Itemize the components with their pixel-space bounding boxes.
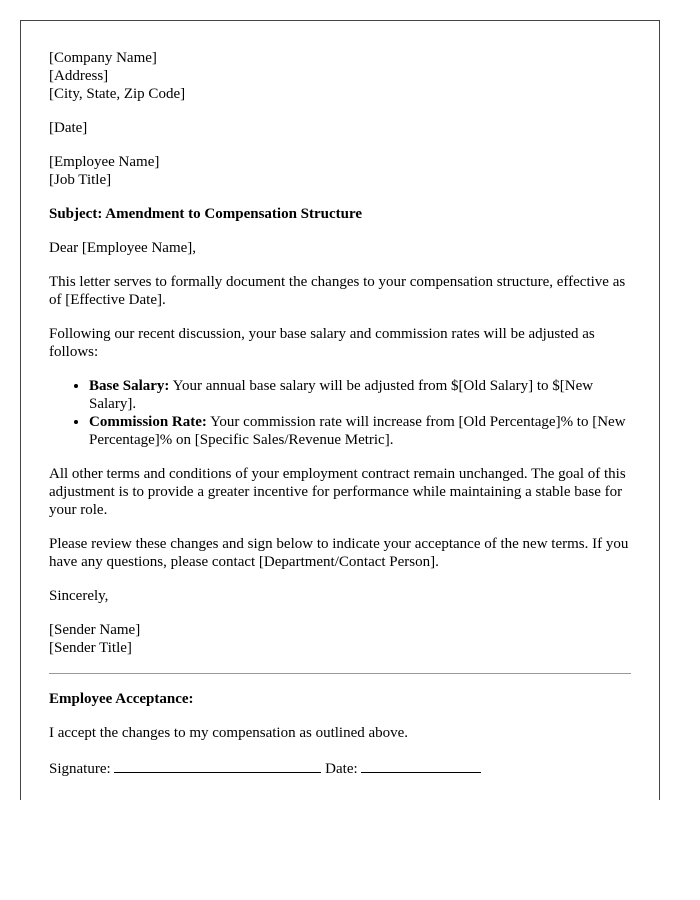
following-paragraph: Following our recent discussion, your base salary and commission rates will be adjusted as follows:: [49, 326, 595, 360]
letter-page: [20, 20, 660, 800]
change-text: Your commission rate will increase from [Old Percentage]% to [New Percentage]% on [Specific Sales/Revenue Metric].: [89, 414, 626, 448]
acceptance-title: Employee Acceptance:: [49, 691, 194, 707]
company-name: [Company Name]: [49, 50, 157, 66]
list-item: [89, 377, 631, 413]
closing: Sincerely,: [49, 588, 109, 604]
signature-line[interactable]: [114, 758, 321, 773]
recipient-block: [49, 153, 631, 189]
change-term: Commission Rate:: [89, 414, 207, 430]
signer-name: [Sender Name]: [49, 622, 141, 638]
intro-paragraph: This letter serves to formally document the changes to your compensation structure, effective as of [Effective Date].: [49, 274, 626, 308]
changes-list: [49, 377, 631, 449]
signature-row: [49, 758, 631, 778]
list-item: [89, 413, 631, 449]
sender-address-block: [49, 49, 631, 103]
company-address: [Address]: [49, 68, 109, 84]
signer-block: [49, 621, 631, 657]
letter-subject: Subject: Amendment to Compensation Structure: [49, 206, 363, 222]
signature-label: Signature:: [49, 761, 111, 777]
salutation: Dear [Employee Name],: [49, 240, 197, 256]
date-label: Date:: [325, 761, 358, 777]
section-divider: [49, 673, 631, 674]
review-paragraph: Please review these changes and sign below to indicate your acceptance of the new terms. If you have any questions, please contact [Department/Contact Person].: [49, 536, 629, 570]
acceptance-statement: I accept the changes to my compensation as outlined above.: [49, 725, 409, 741]
change-term: Base Salary:: [89, 378, 170, 394]
company-city: [City, State, Zip Code]: [49, 86, 186, 102]
date-line[interactable]: [361, 758, 481, 773]
other-terms-paragraph: All other terms and conditions of your employment contract remain unchanged. The goal of this adjustment is to provide a greater incentive for performance while maintaining a stable base for your role.: [49, 466, 626, 518]
change-text: Your annual base salary will be adjusted from $[Old Salary] to $[New Salary].: [89, 378, 594, 412]
recipient-name: [Employee Name]: [49, 154, 160, 170]
letter-date-block: [49, 119, 631, 137]
signer-title: [Sender Title]: [49, 640, 132, 656]
recipient-title: [Job Title]: [49, 172, 112, 188]
letter-date: [Date]: [49, 120, 88, 136]
